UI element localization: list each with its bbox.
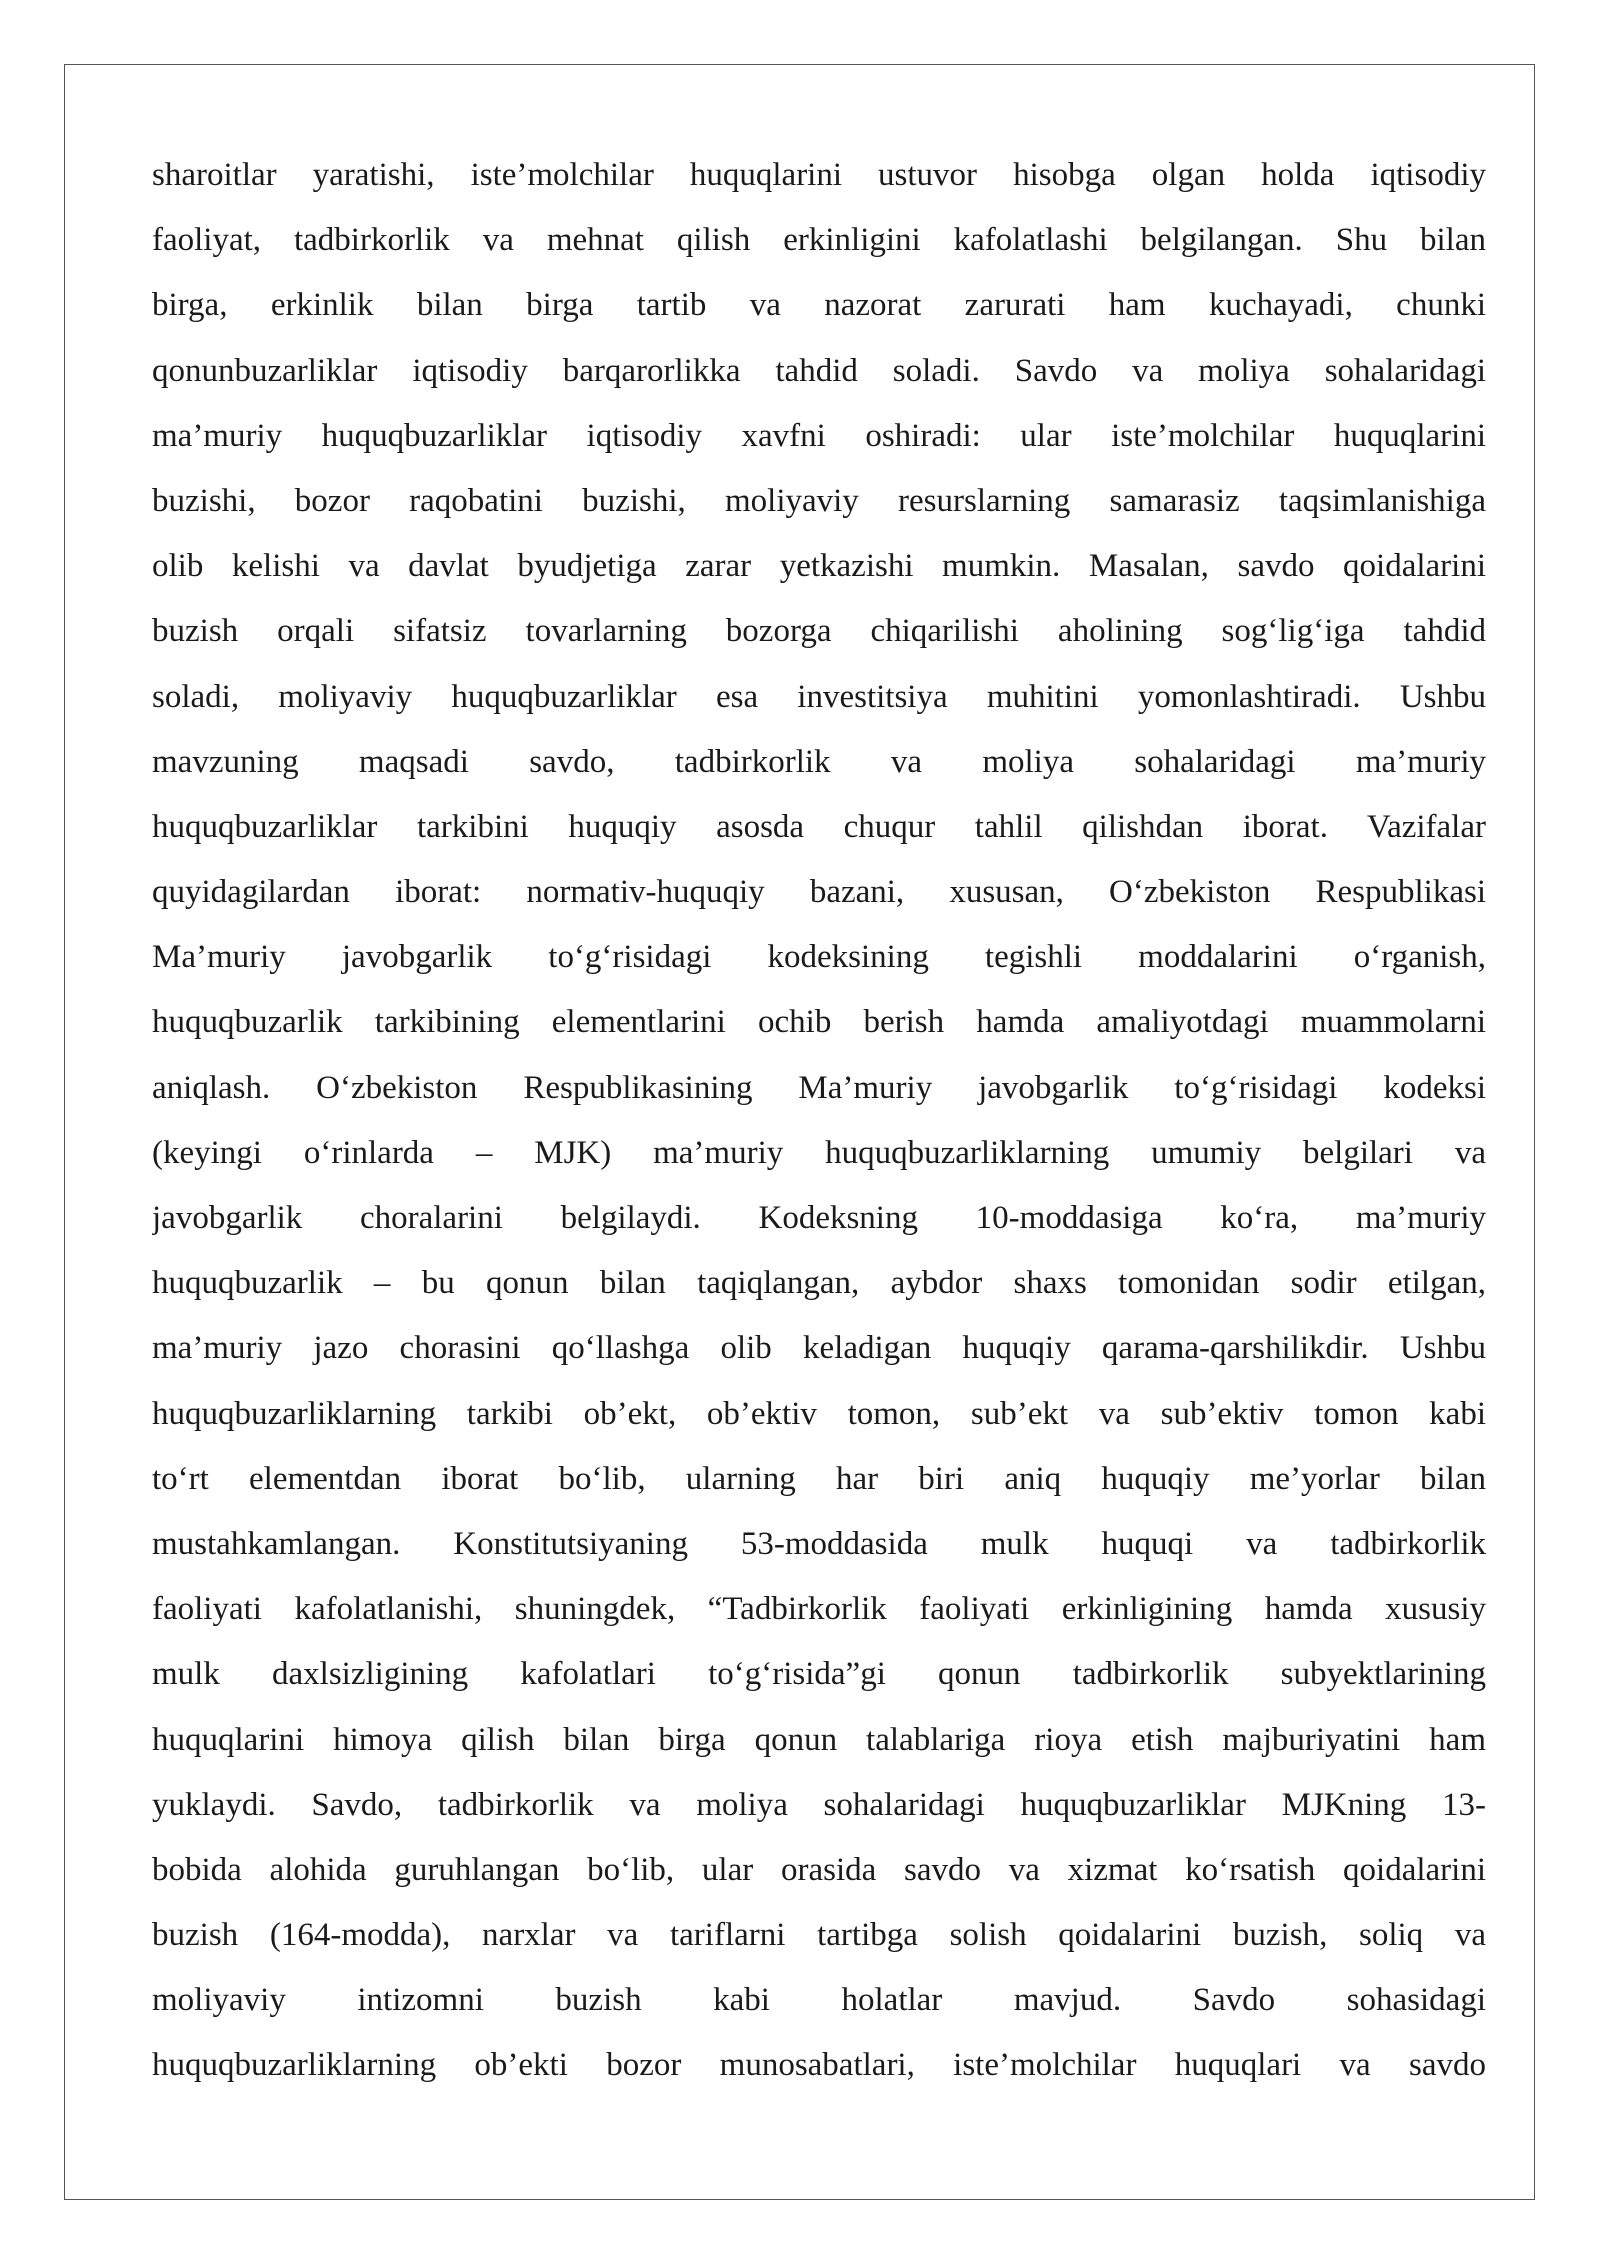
- text-line: to‘rt elementdan iborat bo‘lib, ularning har biri aniq huquqiy me’yorlar bilan: [152, 1460, 1486, 1497]
- text-line: qonunbuzarliklar iqtisodiy barqarorlikka tahdid soladi. Savdo va moliya sohalaridagi: [152, 352, 1486, 389]
- text-line: moliyaviy intizomni buzish kabi holatlar mavjud. Savdo sohasidagi: [152, 1982, 1486, 2019]
- text-line: mulk daxlsizligining kafolatlari to‘g‘risida”gi qonun tadbirkorlik subyektlarining: [152, 1656, 1486, 1693]
- text-line: huquqbuzarlik tarkibining elementlarini ochib berish hamda amaliyotdagi muammolarni: [152, 1004, 1486, 1041]
- text-line: huquqbuzarliklarning ob’ekti bozor munosabatlari, iste’molchilar huquqlari va savdo: [152, 2047, 1486, 2084]
- text-line: aniqlash. O‘zbekiston Respublikasining Ma’muriy javobgarlik to‘g‘risidagi kodeksi: [152, 1069, 1486, 1106]
- text-line: ma’muriy huquqbuzarliklar iqtisodiy xavfni oshiradi: ular iste’molchilar huquqlarini: [152, 417, 1486, 454]
- text-line: soladi, moliyaviy huquqbuzarliklar esa investitsiya muhitini yomonlashtiradi. Ushbu: [152, 678, 1486, 715]
- text-line: faoliyati kafolatlanishi, shuningdek, “Tadbirkorlik faoliyati erkinligining hamda xususiy: [152, 1591, 1486, 1628]
- body-paragraph: [152, 143, 1486, 2099]
- text-line: quyidagilardan iborat: normativ-huquqiy bazani, xususan, O‘zbekiston Respublikasi: [152, 874, 1486, 911]
- text-line: buzish orqali sifatsiz tovarlarning bozorga chiqarilishi aholining sog‘lig‘iga tahdid: [152, 613, 1486, 650]
- text-line: buzish (164-modda), narxlar va tariflarni tartibga solish qoidalarini buzish, soliq va: [152, 1917, 1486, 1954]
- text-line: sharoitlar yaratishi, iste’molchilar huquqlarini ustuvor hisobga olgan holda iqtisodiy: [152, 157, 1486, 193]
- text-line: ma’muriy jazo chorasini qo‘llashga olib keladigan huquqiy qarama-qarshilikdir. Ushbu: [152, 1330, 1486, 1367]
- text-line: huquqlarini himoya qilish bilan birga qonun talablariga rioya etish majburiyatini ham: [152, 1721, 1486, 1758]
- text-line: bobida alohida guruhlangan bo‘lib, ular orasida savdo va xizmat ko‘rsatish qoidalarini: [152, 1851, 1486, 1888]
- text-line: buzishi, bozor raqobatini buzishi, moliyaviy resurslarning samarasiz taqsimlanishiga: [152, 482, 1486, 519]
- text-line: huquqbuzarliklar tarkibini huquqiy asosda chuqur tahlil qilishdan iborat. Vazifalar: [152, 808, 1486, 845]
- text-line: Ma’muriy javobgarlik to‘g‘risidagi kodeksining tegishli moddalarini o‘rganish,: [152, 939, 1486, 976]
- text-line: javobgarlik choralarini belgilaydi. Kodeksning 10-moddasiga ko‘ra, ma’muriy: [152, 1200, 1486, 1236]
- text-line: mustahkamlangan. Konstitutsiyaning 53-moddasida mulk huquqi va tadbirkorlik: [152, 1525, 1486, 1562]
- text-line: huquqbuzarlik – bu qonun bilan taqiqlangan, aybdor shaxs tomonidan sodir etilgan,: [152, 1265, 1486, 1302]
- text-line: (keyingi o‘rinlarda – MJK) ma’muriy huquqbuzarliklarning umumiy belgilari va: [152, 1134, 1486, 1171]
- text-line: olib kelishi va davlat byudjetiga zarar yetkazishi mumkin. Masalan, savdo qoidalarini: [152, 548, 1486, 585]
- text-line: birga, erkinlik bilan birga tartib va nazorat zarurati ham kuchayadi, chunki: [152, 287, 1486, 324]
- text-line: yuklaydi. Savdo, tadbirkorlik va moliya sohalaridagi huquqbuzarliklar MJKning 13-: [152, 1786, 1486, 1823]
- text-line: huquqbuzarliklarning tarkibi ob’ekt, ob’ektiv tomon, sub’ekt va sub’ektiv tomon kabi: [152, 1395, 1486, 1432]
- text-line: mavzuning maqsadi savdo, tadbirkorlik va moliya sohalaridagi ma’muriy: [152, 743, 1486, 780]
- text-line: faoliyat, tadbirkorlik va mehnat qilish erkinligini kafolatlashi belgilangan. Shu bilan: [152, 222, 1486, 259]
